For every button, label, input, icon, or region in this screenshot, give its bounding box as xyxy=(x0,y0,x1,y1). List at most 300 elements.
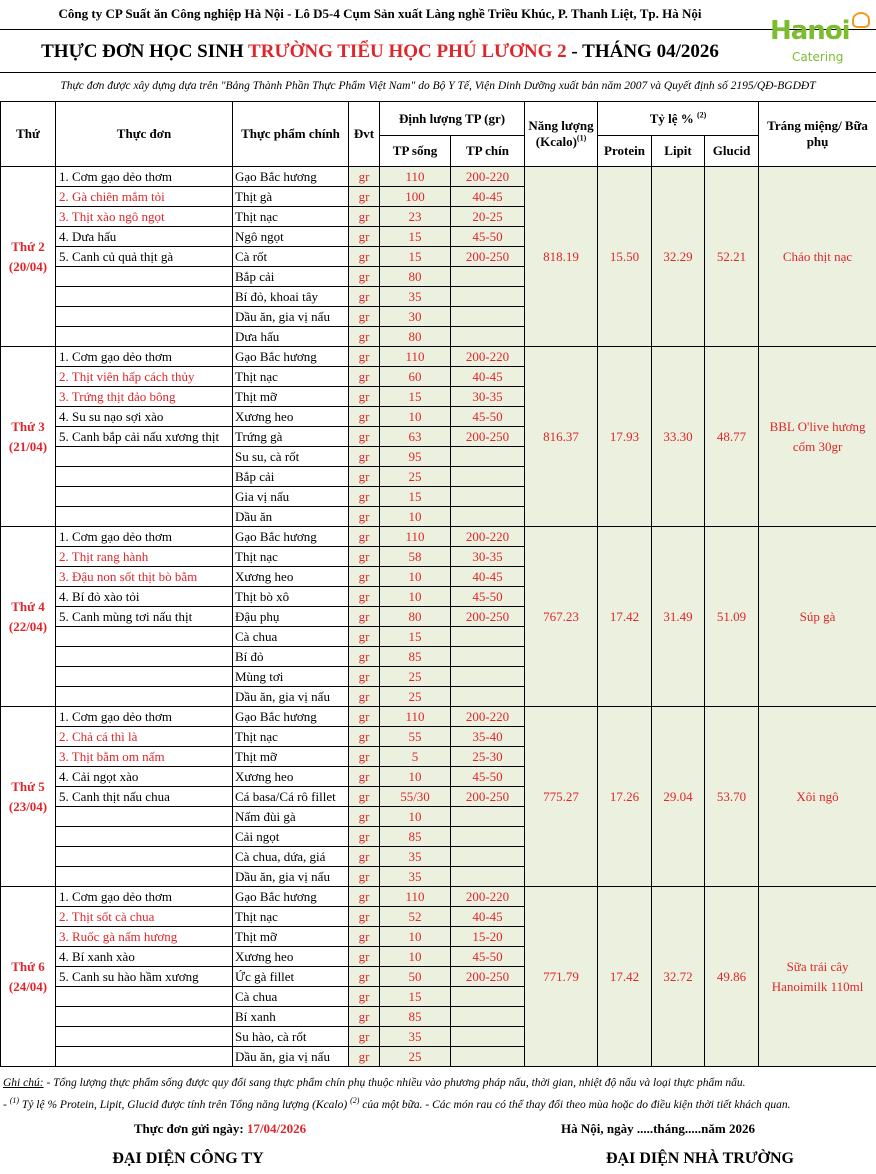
dish-name: 5. Canh mùng tơi nấu thịt xyxy=(59,609,193,624)
title-prefix: THỰC ĐƠN HỌC SINH xyxy=(41,41,249,62)
cooked-cell xyxy=(451,527,525,547)
dish-name xyxy=(56,507,232,526)
dish-name xyxy=(56,987,232,1006)
unit-value: gr xyxy=(358,849,370,864)
unit-value: gr xyxy=(358,449,370,464)
unit-value: gr xyxy=(358,309,370,324)
unit-value: gr xyxy=(358,489,370,504)
ingredient-name: Bắp cải xyxy=(235,469,275,484)
raw-value: 23 xyxy=(408,209,422,224)
cooked-cell xyxy=(451,987,525,1007)
unit-cell xyxy=(349,987,380,1007)
unit-value: gr xyxy=(358,789,370,804)
unit-cell xyxy=(349,167,380,187)
cooked-value xyxy=(451,687,524,706)
unit-cell xyxy=(349,727,380,747)
raw-cell xyxy=(380,287,451,307)
raw-cell xyxy=(380,307,451,327)
raw-value: 10 xyxy=(408,929,422,944)
ingredient-cell xyxy=(233,447,349,467)
unit-cell xyxy=(349,587,380,607)
col-quantity: Định lượng TP (gr) xyxy=(380,102,525,136)
unit-value: gr xyxy=(358,349,370,364)
ingredient-name: Thịt mỡ xyxy=(235,929,277,944)
cooked-cell xyxy=(451,447,525,467)
unit-cell xyxy=(349,347,380,367)
unit-cell xyxy=(349,387,380,407)
hanoi-catering-logo xyxy=(766,6,870,68)
ingredient-name: Dầu ăn, gia vị nấu xyxy=(235,309,330,324)
ingredient-name: Thịt bò xô xyxy=(235,589,290,604)
unit-cell xyxy=(349,467,380,487)
cooked-value xyxy=(451,507,524,526)
cooked-value: 40-45 xyxy=(472,909,503,924)
dish-name: 3. Thịt bằm om nấm xyxy=(59,749,165,764)
ingredient-name: Thịt nạc xyxy=(235,729,278,744)
ingredient-cell xyxy=(233,787,349,807)
lipit-value: 31.49 xyxy=(652,527,705,707)
unit-cell xyxy=(349,507,380,527)
unit-value: gr xyxy=(358,689,370,704)
dish-cell xyxy=(56,347,233,367)
raw-value: 35 xyxy=(408,1029,422,1044)
lipit-value: 29.04 xyxy=(652,707,705,887)
day-date: (20/04) xyxy=(8,258,48,274)
unit-value: gr xyxy=(358,269,370,284)
ingredient-name: Cải ngọt xyxy=(235,829,280,844)
unit-cell xyxy=(349,687,380,707)
dish-cell xyxy=(56,1007,233,1027)
ingredient-name: Bí đỏ, khoai tây xyxy=(235,289,319,304)
ingredient-cell xyxy=(233,227,349,247)
page-title xyxy=(0,34,760,70)
day-name: Thứ 4 xyxy=(11,598,45,614)
cooked-cell xyxy=(451,707,525,727)
ingredient-cell xyxy=(233,547,349,567)
dish-cell xyxy=(56,547,233,567)
dish-name xyxy=(56,867,232,886)
unit-cell xyxy=(349,187,380,207)
ingredient-cell xyxy=(233,947,349,967)
subtitle: Thực đơn được xây dựng dựa trên "Bảng Thành Phần Thực Phẩm Việt Nam" do Bộ Y Tế, Viện Dinh Dưỡng xuất bản năm 2007 và Quyết định số 2195/QĐ-BGDĐT xyxy=(60,80,816,92)
ingredient-cell xyxy=(233,247,349,267)
unit-value: gr xyxy=(358,769,370,784)
dish-cell xyxy=(56,207,233,227)
raw-cell xyxy=(380,387,451,407)
ingredient-cell xyxy=(233,727,349,747)
ingredient-name: Thịt nạc xyxy=(235,909,278,924)
cooked-value xyxy=(451,307,524,326)
raw-cell xyxy=(380,987,451,1007)
dish-name xyxy=(56,307,232,326)
cooked-cell xyxy=(451,687,525,707)
col-ratio xyxy=(598,102,759,136)
dish-cell xyxy=(56,1027,233,1047)
unit-cell xyxy=(349,847,380,867)
col-energy-label: Năng lượng (Kcalo) xyxy=(528,118,594,149)
header-divider xyxy=(0,29,876,30)
dish-cell xyxy=(56,847,233,867)
cooked-value: 40-45 xyxy=(472,569,503,584)
cooked-cell xyxy=(451,567,525,587)
dessert-value: Xôi ngô xyxy=(759,707,876,887)
raw-value: 10 xyxy=(408,769,422,784)
unit-value: gr xyxy=(358,509,370,524)
unit-value: gr xyxy=(358,669,370,684)
cooked-cell xyxy=(451,467,525,487)
day-cell xyxy=(1,887,56,1067)
dish-name: 2. Thịt viên hấp cách thủy xyxy=(59,369,195,384)
cooked-cell xyxy=(451,747,525,767)
protein-value: 15.50 xyxy=(598,167,652,347)
day-name: Thứ 3 xyxy=(11,418,45,434)
unit-cell xyxy=(349,1027,380,1047)
energy-value: 816.37 xyxy=(525,347,598,527)
cooked-cell xyxy=(451,207,525,227)
cooked-value xyxy=(451,487,524,506)
cooked-cell xyxy=(451,867,525,887)
raw-cell xyxy=(380,447,451,467)
ingredient-cell xyxy=(233,847,349,867)
send-date xyxy=(0,1117,440,1141)
unit-value: gr xyxy=(358,629,370,644)
cooked-cell xyxy=(451,607,525,627)
raw-value: 95 xyxy=(408,449,422,464)
raw-value: 80 xyxy=(408,609,422,624)
unit-cell xyxy=(349,1047,380,1067)
cooked-value: 45-50 xyxy=(472,229,503,244)
dish-cell xyxy=(56,807,233,827)
dish-name: 4. Bí xanh xào xyxy=(59,949,135,964)
ingredient-cell xyxy=(233,887,349,907)
cooked-cell xyxy=(451,947,525,967)
table-row xyxy=(1,347,876,367)
dish-cell xyxy=(56,307,233,327)
unit-value: gr xyxy=(358,949,370,964)
cooked-value: 200-220 xyxy=(465,709,510,724)
raw-cell xyxy=(380,767,451,787)
ingredient-name: Su hào, cà rốt xyxy=(235,1029,307,1044)
dish-name xyxy=(56,487,232,506)
raw-value: 5 xyxy=(411,749,419,764)
unit-value: gr xyxy=(358,249,370,264)
unit-cell xyxy=(349,607,380,627)
cooked-value: 30-35 xyxy=(472,549,503,564)
col-ratio-label: Tỷ lệ % xyxy=(649,110,694,126)
cooked-cell xyxy=(451,787,525,807)
raw-value: 10 xyxy=(408,949,422,964)
dish-name: 2. Thịt rang hành xyxy=(59,549,149,564)
dish-name xyxy=(56,447,232,466)
unit-value: gr xyxy=(358,809,370,824)
cooked-value: 35-40 xyxy=(472,729,503,744)
ingredient-cell xyxy=(233,767,349,787)
raw-value: 35 xyxy=(408,289,422,304)
ingredient-cell xyxy=(233,527,349,547)
ingredient-name: Dầu ăn xyxy=(235,509,273,524)
unit-value: gr xyxy=(358,1049,370,1064)
unit-cell xyxy=(349,767,380,787)
raw-cell xyxy=(380,527,451,547)
unit-value: gr xyxy=(358,829,370,844)
raw-cell xyxy=(380,587,451,607)
cooked-cell xyxy=(451,927,525,947)
raw-cell xyxy=(380,807,451,827)
raw-value: 15 xyxy=(408,629,422,644)
cooked-cell xyxy=(451,807,525,827)
day-name: Thứ 2 xyxy=(11,238,45,254)
dish-name: 3. Đậu non sốt thịt bò bằm xyxy=(59,569,198,584)
raw-value: 50 xyxy=(408,969,422,984)
chef-hat-icon xyxy=(852,12,870,28)
unit-cell xyxy=(349,427,380,447)
cooked-value xyxy=(451,667,524,686)
note-text-3: của một bữa. - Các món rau có thể thay đổi theo mùa hoặc do điều kiện thời tiết khách quan. xyxy=(359,1099,791,1111)
ingredient-name: Thịt nạc xyxy=(235,549,278,564)
send-date-value: 17/04/2026 xyxy=(246,1121,307,1136)
protein-value: 17.42 xyxy=(598,527,652,707)
unit-cell xyxy=(349,907,380,927)
unit-cell xyxy=(349,207,380,227)
cooked-cell xyxy=(451,347,525,367)
unit-value: gr xyxy=(358,749,370,764)
note-line-2 xyxy=(0,1094,876,1116)
ingredient-cell xyxy=(233,387,349,407)
raw-value: 60 xyxy=(408,369,422,384)
dish-cell xyxy=(56,927,233,947)
cooked-cell xyxy=(451,727,525,747)
dish-cell xyxy=(56,167,233,187)
dish-name: 4. Bí đỏ xào tỏi xyxy=(59,589,140,604)
footer xyxy=(0,1117,876,1174)
day-name: Thứ 6 xyxy=(11,958,45,974)
cooked-cell xyxy=(451,767,525,787)
cooked-cell xyxy=(451,187,525,207)
raw-value: 30 xyxy=(408,309,422,324)
ingredient-cell xyxy=(233,747,349,767)
cooked-value: 200-250 xyxy=(465,789,510,804)
cooked-cell xyxy=(451,1047,525,1067)
dish-name: 1. Cơm gạo dẻo thơm xyxy=(59,709,173,724)
notes xyxy=(0,1072,876,1116)
dessert-value: Súp gà xyxy=(759,527,876,707)
protein-value: 17.42 xyxy=(598,887,652,1067)
send-label: Thực đơn gửi ngày: xyxy=(133,1121,247,1136)
cooked-value: 30-35 xyxy=(472,389,503,404)
ingredient-cell xyxy=(233,487,349,507)
cooked-value: 45-50 xyxy=(472,409,503,424)
dish-cell xyxy=(56,627,233,647)
ingredient-name: Bí đỏ xyxy=(235,649,264,664)
day-date: (21/04) xyxy=(8,438,48,454)
raw-value: 25 xyxy=(408,469,422,484)
dish-cell xyxy=(56,967,233,987)
cooked-value xyxy=(451,1027,524,1046)
unit-cell xyxy=(349,827,380,847)
cooked-value xyxy=(451,807,524,826)
raw-value: 15 xyxy=(408,249,422,264)
ingredient-name: Xương heo xyxy=(235,949,294,964)
cooked-cell xyxy=(451,247,525,267)
unit-cell xyxy=(349,327,380,347)
cooked-value xyxy=(451,467,524,486)
ingredient-name: Dầu ăn, gia vị nấu xyxy=(235,869,330,884)
dish-cell xyxy=(56,247,233,267)
cooked-cell xyxy=(451,547,525,567)
dish-cell xyxy=(56,387,233,407)
raw-cell xyxy=(380,867,451,887)
dish-name xyxy=(56,467,232,486)
ingredient-name: Đậu phụ xyxy=(235,609,280,624)
raw-value: 52 xyxy=(408,909,422,924)
unit-value: gr xyxy=(358,729,370,744)
energy-value: 775.27 xyxy=(525,707,598,887)
cooked-value: 20-25 xyxy=(472,209,503,224)
raw-cell xyxy=(380,507,451,527)
day-name: Thứ 5 xyxy=(11,778,45,794)
unit-value: gr xyxy=(358,889,370,904)
dish-cell xyxy=(56,407,233,427)
dish-name: 2. Thịt sốt cà chua xyxy=(59,909,155,924)
ingredient-cell xyxy=(233,1007,349,1027)
raw-value: 15 xyxy=(408,489,422,504)
ingredient-name: Su su, cà rốt xyxy=(235,449,300,464)
ingredient-cell xyxy=(233,907,349,927)
cooked-value xyxy=(451,327,524,346)
day-date: (22/04) xyxy=(8,618,48,634)
ingredient-cell xyxy=(233,167,349,187)
ingredient-cell xyxy=(233,627,349,647)
dish-cell xyxy=(56,867,233,887)
glucid-value: 49.86 xyxy=(705,887,759,1067)
dish-name: 5. Canh bắp cải nấu xương thịt xyxy=(59,429,220,444)
day-cell xyxy=(1,707,56,887)
dish-name: 2. Chả cá thì là xyxy=(59,729,138,744)
dish-cell xyxy=(56,447,233,467)
dish-name: 2. Gà chiên mắm tỏi xyxy=(59,189,165,204)
cooked-value xyxy=(451,287,524,306)
note-prefix: - xyxy=(3,1099,10,1111)
glucid-value: 53.70 xyxy=(705,707,759,887)
unit-value: gr xyxy=(358,1009,370,1024)
unit-value: gr xyxy=(358,569,370,584)
cooked-value: 45-50 xyxy=(472,949,503,964)
raw-cell xyxy=(380,207,451,227)
unit-cell xyxy=(349,247,380,267)
cooked-cell xyxy=(451,307,525,327)
dish-cell xyxy=(56,767,233,787)
dish-name xyxy=(56,287,232,306)
raw-value: 100 xyxy=(405,189,425,204)
unit-cell xyxy=(349,667,380,687)
col-raw: TP sống xyxy=(380,136,451,167)
unit-cell xyxy=(349,1007,380,1027)
col-energy xyxy=(525,102,598,167)
cooked-cell xyxy=(451,827,525,847)
ingredient-cell xyxy=(233,987,349,1007)
unit-value: gr xyxy=(358,469,370,484)
raw-value: 15 xyxy=(408,229,422,244)
dish-cell xyxy=(56,787,233,807)
raw-value: 55/30 xyxy=(400,789,430,804)
cooked-value xyxy=(451,647,524,666)
col-cooked: TP chín xyxy=(451,136,525,167)
ingredient-cell xyxy=(233,327,349,347)
cooked-cell xyxy=(451,907,525,927)
raw-value: 35 xyxy=(408,869,422,884)
raw-cell xyxy=(380,927,451,947)
energy-value: 771.79 xyxy=(525,887,598,1067)
ingredient-name: Gạo Bắc hương xyxy=(235,889,317,904)
raw-cell xyxy=(380,367,451,387)
ingredient-name: Thịt nạc xyxy=(235,209,278,224)
raw-cell xyxy=(380,347,451,367)
unit-value: gr xyxy=(358,229,370,244)
raw-cell xyxy=(380,427,451,447)
col-day: Thứ xyxy=(1,102,56,167)
title-school: TRƯỜNG TIỂU HỌC PHÚ LƯƠNG 2 xyxy=(248,41,567,62)
unit-value: gr xyxy=(358,589,370,604)
note-label: Ghi chú: xyxy=(3,1077,44,1089)
unit-value: gr xyxy=(358,1029,370,1044)
ingredient-cell xyxy=(233,367,349,387)
ingredient-name: Gạo Bắc hương xyxy=(235,169,317,184)
unit-cell xyxy=(349,307,380,327)
raw-cell xyxy=(380,687,451,707)
company-header: Công ty CP Suất ăn Công nghiệp Hà Nội - Lô D5-4 Cụm Sản xuất Làng nghề Triều Khúc, P. Thanh Liệt, Tp. Hà Nội xyxy=(58,6,702,21)
cooked-value: 40-45 xyxy=(472,189,503,204)
dish-name xyxy=(56,647,232,666)
dish-cell xyxy=(56,1047,233,1067)
cooked-value xyxy=(451,1007,524,1026)
unit-value: gr xyxy=(358,429,370,444)
dish-name: 3. Ruốc gà nấm hương xyxy=(59,929,178,944)
dish-cell xyxy=(56,367,233,387)
cooked-cell xyxy=(451,627,525,647)
raw-cell xyxy=(380,227,451,247)
dish-name xyxy=(56,807,232,826)
dish-cell xyxy=(56,527,233,547)
dish-cell xyxy=(56,667,233,687)
ingredient-name: Gạo Bắc hương xyxy=(235,529,317,544)
unit-value: gr xyxy=(358,329,370,344)
cooked-cell xyxy=(451,327,525,347)
ingredient-name: Dầu ăn, gia vị nấu xyxy=(235,689,330,704)
raw-value: 110 xyxy=(405,169,425,184)
lipit-value: 32.29 xyxy=(652,167,705,347)
unit-cell xyxy=(349,547,380,567)
unit-value: gr xyxy=(358,869,370,884)
dish-cell xyxy=(56,947,233,967)
table-row xyxy=(1,707,876,727)
glucid-value: 48.77 xyxy=(705,347,759,527)
dish-name: 5. Canh củ quả thịt gà xyxy=(59,249,174,264)
col-dessert: Tráng miệng/ Bữa phụ xyxy=(759,102,876,167)
dish-name xyxy=(56,627,232,646)
unit-cell xyxy=(349,947,380,967)
dish-cell xyxy=(56,267,233,287)
unit-value: gr xyxy=(358,529,370,544)
ingredient-name: Thịt mỡ xyxy=(235,749,277,764)
cooked-value xyxy=(451,267,524,286)
cooked-cell xyxy=(451,227,525,247)
unit-cell xyxy=(349,747,380,767)
cooked-value: 25-30 xyxy=(472,749,503,764)
ingredient-name: Gạo Bắc hương xyxy=(235,709,317,724)
unit-value: gr xyxy=(358,649,370,664)
cooked-value xyxy=(451,1047,524,1066)
logo-text: Hanoi xyxy=(770,16,850,46)
